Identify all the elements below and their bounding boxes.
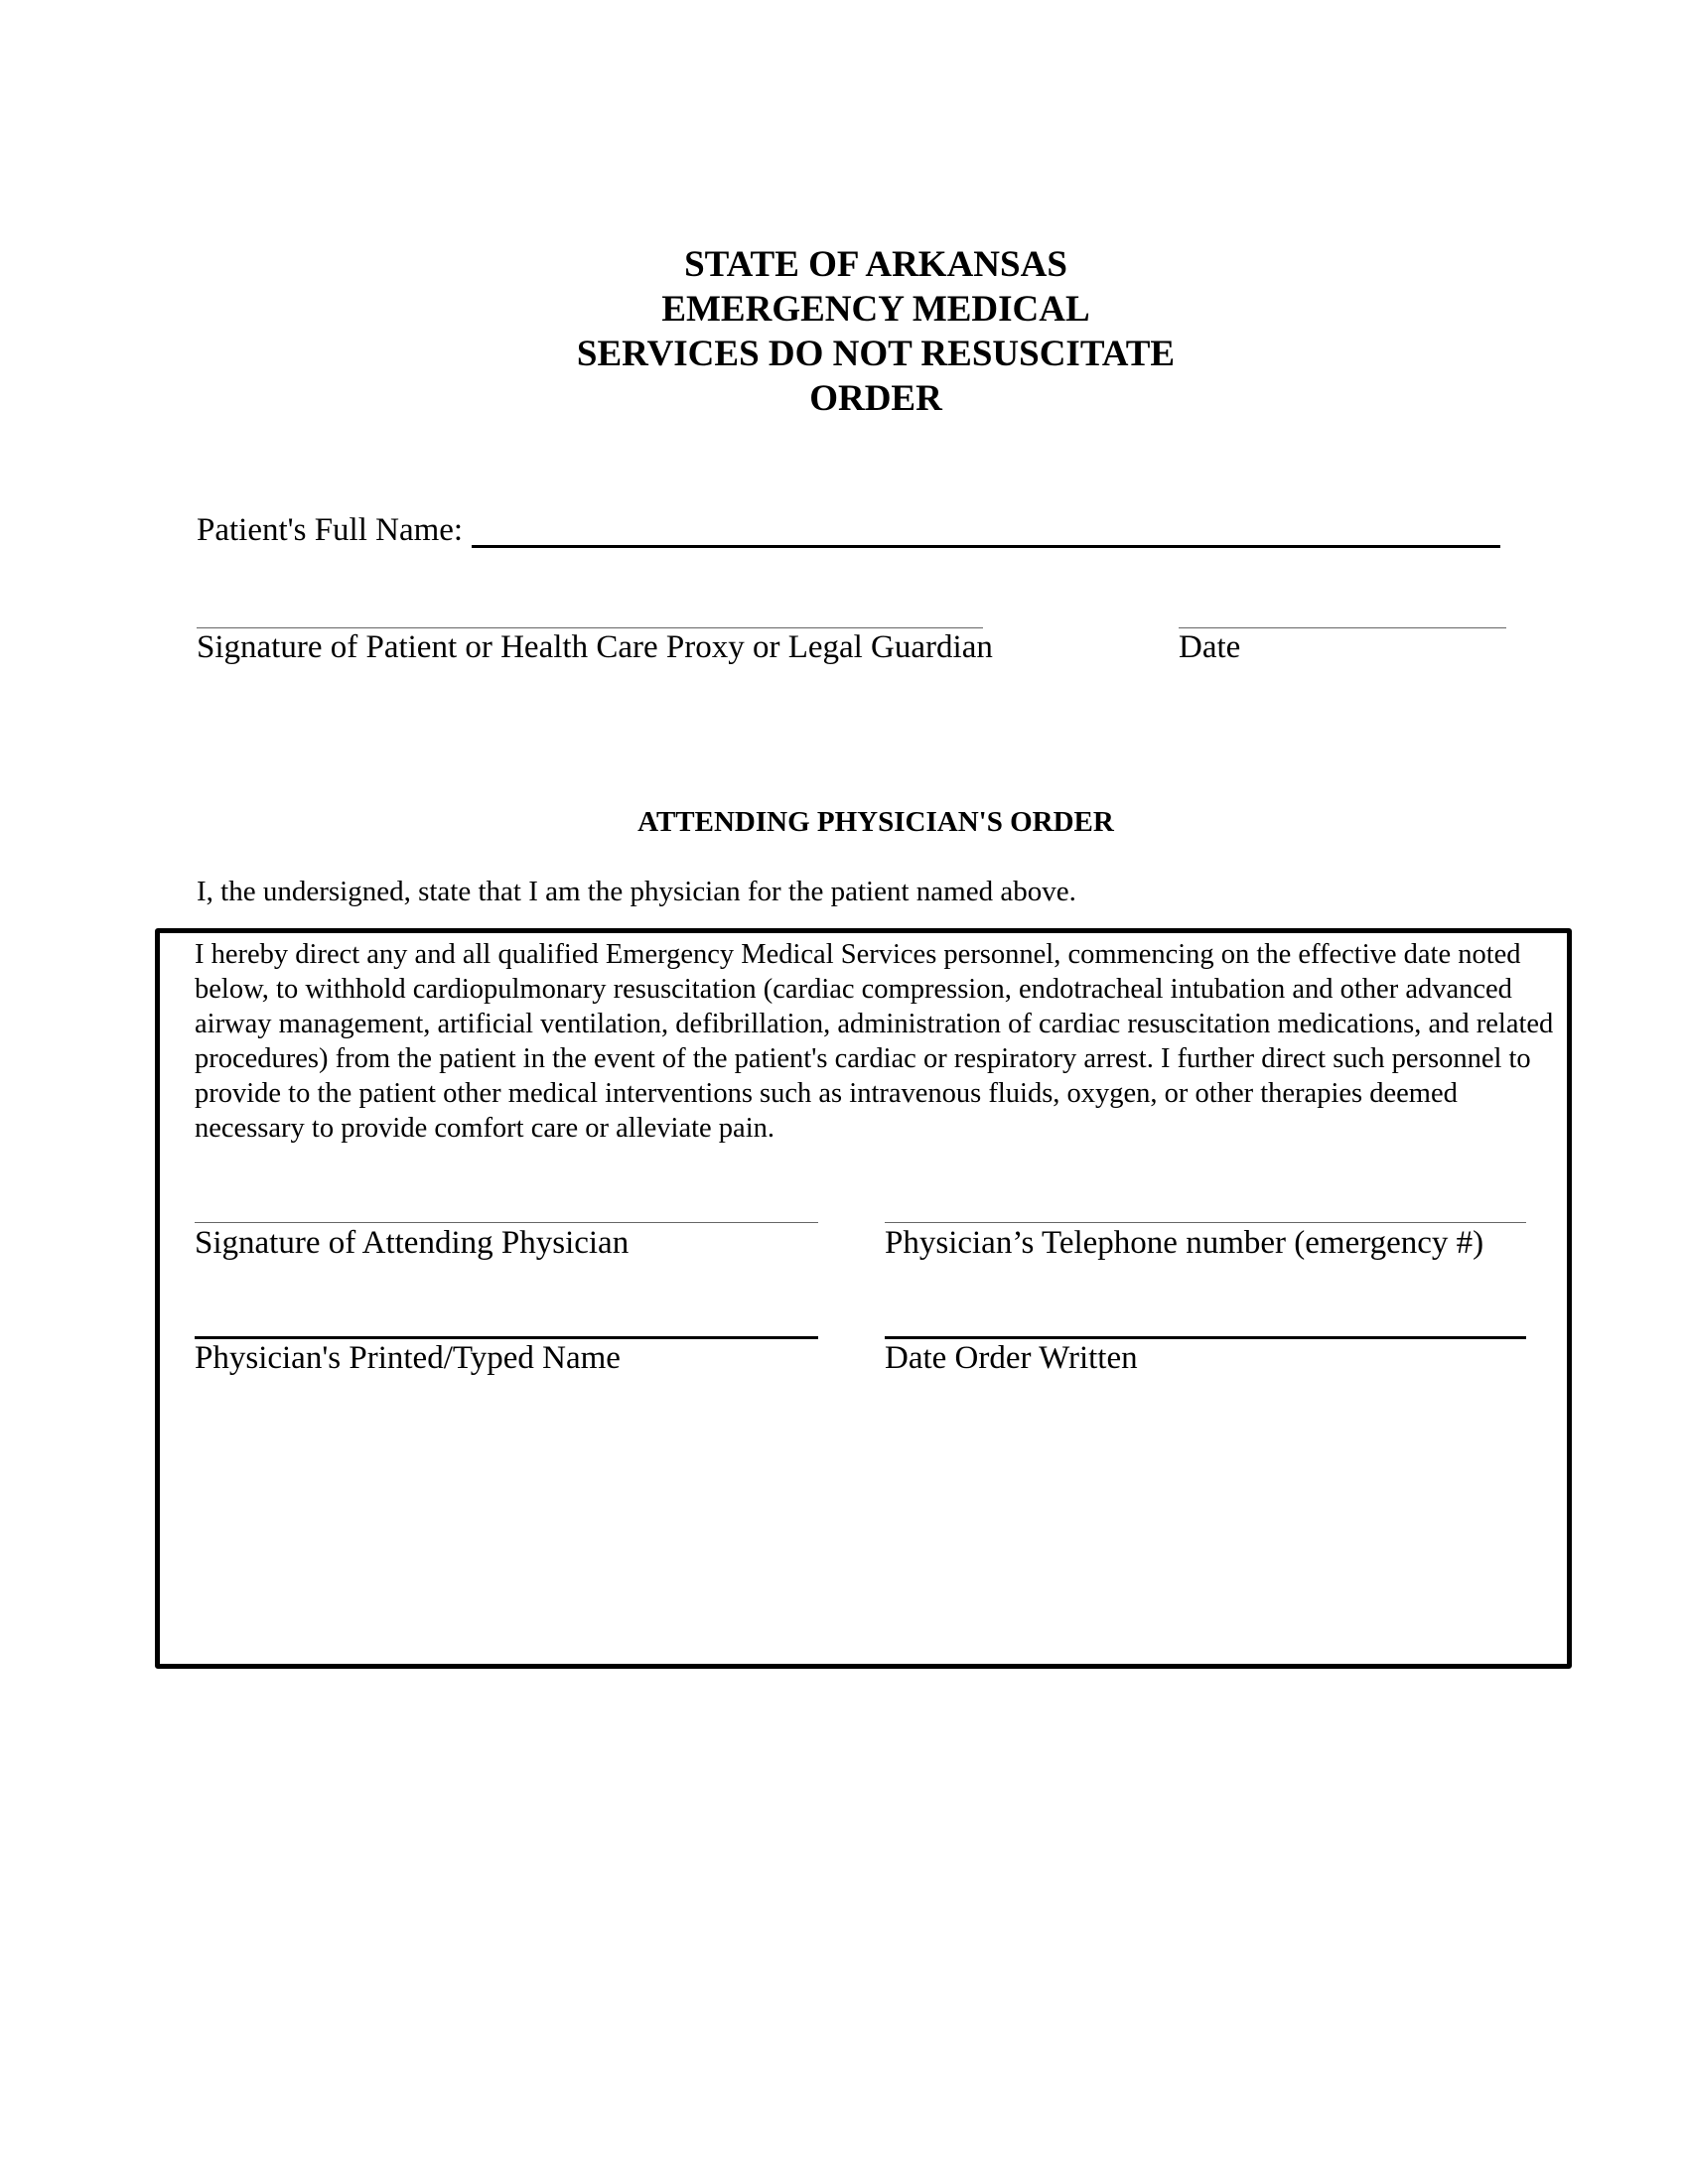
date-order-written-label: Date Order Written <box>885 1340 1138 1376</box>
title-line-3: SERVICES DO NOT RESUSCITATE <box>576 334 1176 374</box>
document-title <box>0 242 1688 421</box>
patient-name-label: Patient's Full Name: <box>197 512 464 548</box>
directive-paragraph: I hereby direct any and all qualified Emergency Medical Services personnel, commencing on the effective date noted below, to withhold cardiopulmonary resuscitation (cardiac compression, endotracheal intubation and other advanced airway management, artificial ventilation, defibrillation, administration of cardiac resuscitation medications, and related procedures) from the patient in the event of the patient's cardiac or respiratory arrest. I further direct such personnel to provide to the patient other medical interventions such as intravenous fluids, oxygen, or other therapies deemed necessary to provide comfort care or alleviate pain. <box>195 939 1554 1144</box>
physician-signature-label: Signature of Attending Physician <box>195 1225 630 1261</box>
patient-signature-label: Signature of Patient or Health Care Proxy or Legal Guardian <box>197 629 993 665</box>
title-line-1: STATE OF ARKANSAS <box>684 244 1067 285</box>
section-heading: ATTENDING PHYSICIAN'S ORDER <box>637 806 1114 838</box>
title-line-2: EMERGENCY MEDICAL <box>661 289 1090 330</box>
title-line-4: ORDER <box>809 378 942 419</box>
patient-date-label: Date <box>1179 629 1241 665</box>
physician-statement: I, the undersigned, state that I am the physician for the patient named above. <box>197 876 1076 907</box>
physician-telephone-label: Physician’s Telephone number (emergency #) <box>885 1225 1484 1261</box>
patient-name-field[interactable] <box>472 545 1500 548</box>
physician-printed-name-label: Physician's Printed/Typed Name <box>195 1340 621 1376</box>
